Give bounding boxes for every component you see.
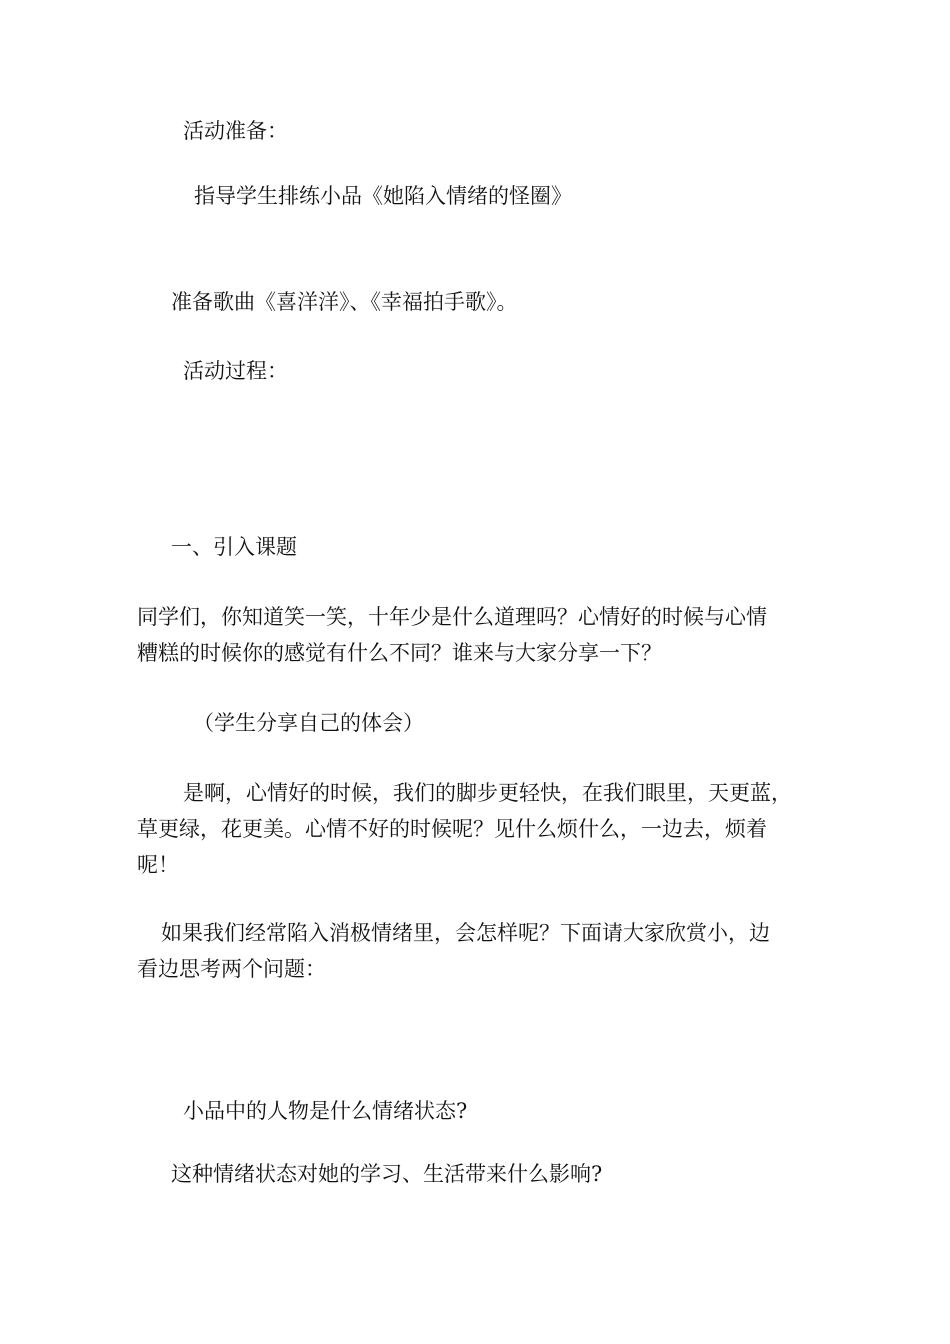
student-share-note: （学生分享自己的体会） <box>193 711 424 735</box>
paragraph-line: 糟糕的时候你的感觉有什么不同？谁来与大家分享一下？ <box>137 641 662 665</box>
section-1-heading: 一、引入课题 <box>171 535 297 559</box>
prep-item-rehearsal: 指导学生排练小品《她陷入情绪的怪圈》 <box>194 184 572 208</box>
prep-item-songs: 准备歌曲《喜洋洋》、《幸福拍手歌》。 <box>171 290 518 314</box>
paragraph-line: 草更绿，花更美。心情不好的时候呢？见什么烦什么，一边去，烦着 <box>137 817 767 841</box>
mood-paragraph <box>137 775 827 883</box>
paragraph-line: 看边思考两个问题： <box>137 957 326 981</box>
process-heading: 活动过程： <box>183 359 288 383</box>
negative-emotion-paragraph <box>137 915 827 987</box>
paragraph-line: 呢！ <box>137 853 179 877</box>
question-1: 小品中的人物是什么情绪状态? <box>183 1099 468 1123</box>
prep-heading: 活动准备： <box>183 119 288 143</box>
intro-question-paragraph <box>137 599 827 671</box>
paragraph-line: 如果我们经常陷入消极情绪里，会怎样呢？下面请大家欣赏小，边 <box>161 921 770 945</box>
paragraph-line: 是啊，心情好的时候，我们的脚步更轻快，在我们眼里，天更蓝， <box>183 781 792 805</box>
question-2: 这种情绪状态对她的学习、生活带来什么影响? <box>171 1162 603 1186</box>
paragraph-line: 同学们，你知道笑一笑，十年少是什么道理吗？心情好的时候与心情 <box>137 605 767 629</box>
